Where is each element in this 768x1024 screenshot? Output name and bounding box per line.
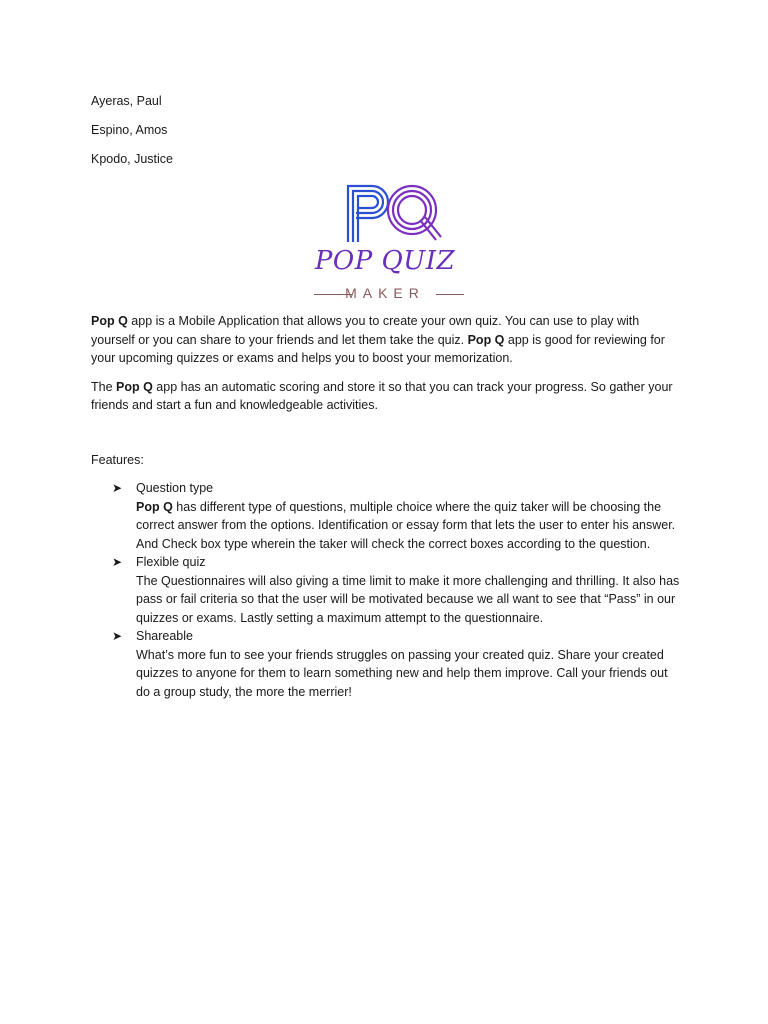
author-name: Kpodo, Justice [91,152,173,166]
arrowhead-bullet-icon: ➤ [112,629,123,643]
feature-description: What’s more fun to see your friends struggles on passing your created quiz. Share your created quizzes to anyone for them to learn something new and help them improve. Call your friends out do a group study, the more the merrier! [136,647,668,699]
feature-title: Shareable [136,629,193,643]
author-name: Ayeras, Paul [91,94,162,108]
app-name: Pop Q [116,379,153,394]
feature-list [91,479,681,701]
logo-divider-right [436,294,464,295]
author-list [91,94,173,181]
intro-text: app has an automatic scoring and store it so that you can track your progress. So gather your friends and start a fun and knowledgeable activities. [91,379,673,412]
intro-paragraph [91,312,681,368]
document-body [91,312,681,701]
intro-paragraph [91,378,681,415]
pq-logo-mark-icon [300,180,470,250]
app-name: Pop Q [136,499,173,514]
feature-text: has different type of questions, multiple choice where the quiz taker will be choosing the correct answer from the options. Identification or essay form that lets the user to enter his answer. And Check box type wherein the taker will check the correct boxes according to the question. [136,499,676,551]
logo-subtitle: MAKER [345,285,425,301]
feature-description [136,498,681,554]
arrowhead-bullet-icon: ➤ [112,481,123,495]
arrowhead-bullet-icon: ➤ [112,555,123,569]
author-name: Espino, Amos [91,123,168,137]
intro-text: app is a Mobile Application that allows you to create your own quiz. You can use to play with yourself or you can share to your friends and let them take the quiz. [91,314,640,347]
list-item [91,627,681,701]
app-name: Pop Q [467,332,505,347]
feature-title: Flexible quiz [136,555,206,569]
logo-title: POP QUIZ [314,246,456,276]
pop-quiz-maker-logo [300,180,470,310]
intro-text: The [91,379,117,394]
intro-text: app is good for reviewing for your upcoming quizzes or exams and helps you to boost your memorization. [91,332,665,365]
list-item [91,479,681,553]
feature-title: Question type [136,481,214,495]
feature-description: The Questionnaires will also giving a time limit to make it more challenging and thrilling. It also has pass or fail criteria so that the user will be motivated because we all want to see that “Pass” in our quizzes or exams. Lastly setting a maximum attempt to the questionnaire. [136,573,680,625]
features-heading: Features: [91,452,144,467]
app-name: Pop Q [91,314,128,328]
list-item [91,553,681,627]
